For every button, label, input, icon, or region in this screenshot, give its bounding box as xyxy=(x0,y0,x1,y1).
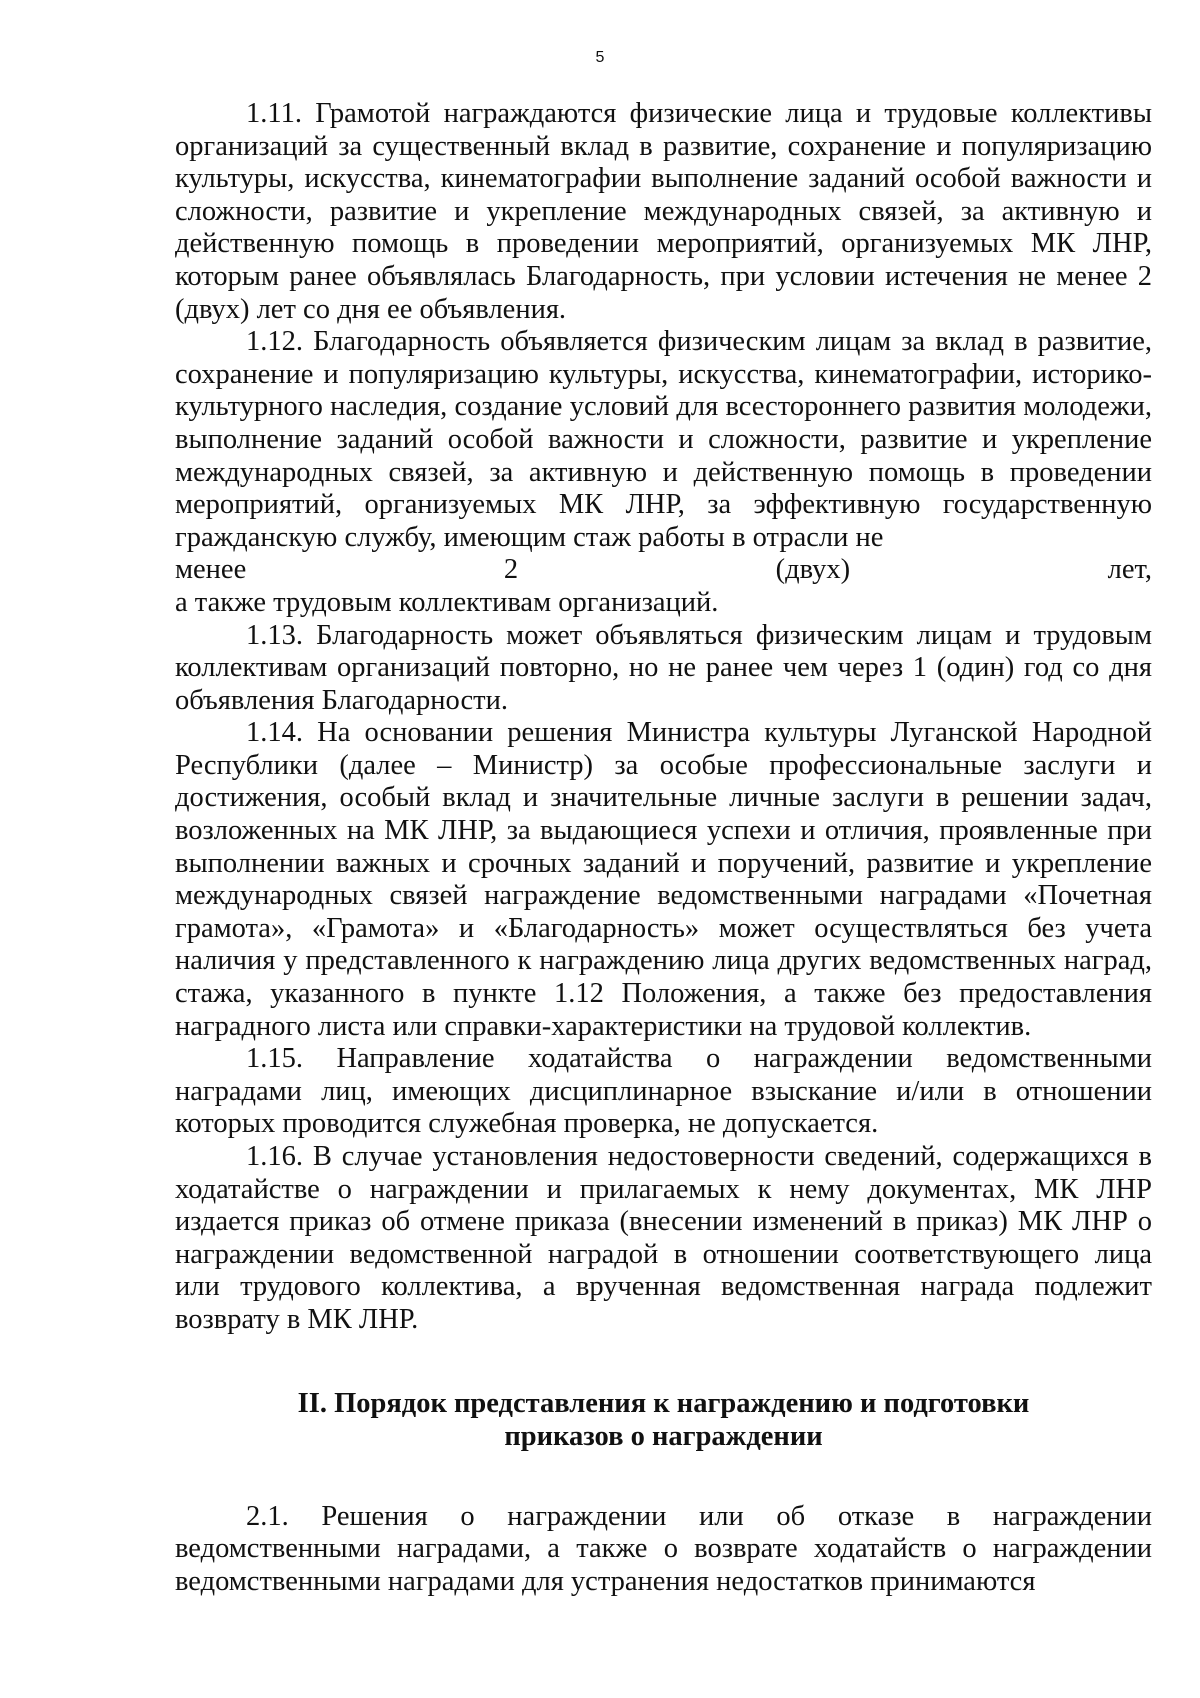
paragraph-1-11: 1.11. Грамотой награждаются физические лица и трудовые коллективы организаций за существенный вклад в развитие, сохранение и популяризацию культуры, искусства, кинематографии выполнение заданий особой важности и сложности, развитие и укрепление международных связей, за активную и действенную помощь в проведении мероприятий, организуемых МК ЛНР, которым ранее объявлялась Благодарность, при условии истечения не менее 2 (двух) лет со дня ее объявления. xyxy=(175,98,1152,325)
spread-word: менее xyxy=(175,554,247,586)
paragraph-1-13: 1.13. Благодарность может объявляться физическим лицам и трудовым коллективам организаций повторно, но не ранее чем через 1 (один) год со дня объявления Благодарности. xyxy=(175,619,1152,716)
section-heading-line: II. Порядок представления к награждению и подготовки xyxy=(297,1387,1030,1419)
section-heading xyxy=(175,1387,1152,1453)
paragraph-2-1: 2.1. Решения о награждении или об отказе в награждении ведомственными наградами, а также о возврате ходатайств о награждении ведомственными наградами для устранения недостатков принимаются xyxy=(175,1500,1152,1597)
paragraph-1-12: 1.12. Благодарность объявляется физическим лицам за вклад в развитие, сохранение и популяризацию культуры, искусства, кинематографии, историко-культурного наследия, создание условий для всестороннего развития молодежи, выполнение заданий особой важности и сложности, развитие и укрепление международных связей, за активную и действенную помощь в проведении мероприятий, организуемых МК ЛНР, за эффективную государственную гражданскую службу, имеющим стаж работы в отрасли не xyxy=(175,326,1152,553)
paragraph-1-12-spread-line xyxy=(175,554,1152,587)
page-number: 5 xyxy=(595,49,605,66)
section-heading-line: приказов о награждении xyxy=(504,1420,823,1452)
paragraph-1-14: 1.14. На основании решения Министра культуры Луганской Народной Республики (далее – Министр) за особые профессиональные заслуги и достижения, особый вклад и значительные личные заслуги в решении задач, возложенных на МК ЛНР, за выдающиеся успехи и отличия, проявленные при выполнении важных и срочных заданий и поручений, развитие и укрепление международных связей награждение ведомственными наградами «Почетная грамота», «Грамота» и «Благодарность» может осуществляться без учета наличия у представленного к награждению лица других ведомственных наград, стажа, указанного в пункте 1.12 Положения, а также без предоставления наградного листа или справки-характеристики на трудовой коллектив. xyxy=(175,717,1152,1042)
spread-word: 2 xyxy=(503,554,519,586)
paragraph-1-12-end: а также трудовым коллективам организаций. xyxy=(175,586,719,618)
paragraph-1-16: 1.16. В случае установления недостоверности сведений, содержащихся в ходатайстве о награждении и прилагаемых к нему документах, МК ЛНР издается приказ об отмене приказа (внесении изменений в приказ) МК ЛНР о награждении ведомственной наградой в отношении соответствующего лица или трудового коллектива, а врученная ведомственная награда подлежит возврату в МК ЛНР. xyxy=(175,1141,1152,1335)
spread-word: лет, xyxy=(1107,554,1152,586)
document-body xyxy=(175,98,1152,1598)
spread-word: (двух) xyxy=(775,554,851,586)
paragraph-1-15: 1.15. Направление ходатайства о награждении ведомственными наградами лиц, имеющих дисциплинарное взыскание и/или в отношении которых проводится служебная проверка, не допускается. xyxy=(175,1043,1152,1140)
